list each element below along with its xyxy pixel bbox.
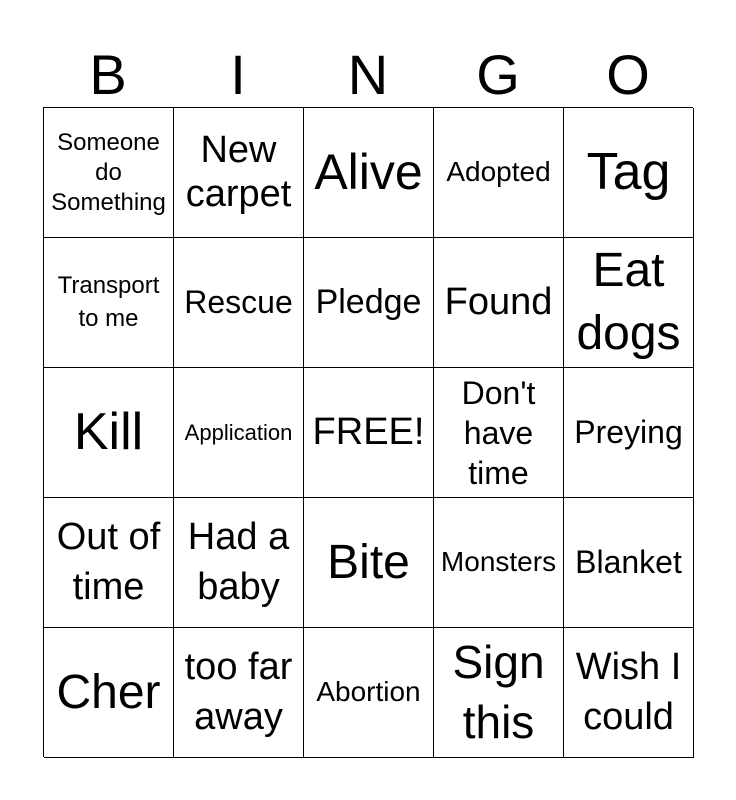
bingo-cell[interactable] xyxy=(44,628,174,758)
cell-label: Bite xyxy=(327,535,410,589)
header-letter-g: G xyxy=(476,43,520,106)
cell-label: Rescue xyxy=(184,284,293,321)
bingo-cell[interactable] xyxy=(44,238,174,368)
bingo-cell[interactable] xyxy=(44,498,174,628)
cell-label: Alive xyxy=(314,143,423,200)
cell-label: Adopted xyxy=(446,156,551,188)
cell-label: Application xyxy=(184,419,293,445)
bingo-cell[interactable] xyxy=(434,628,564,758)
cell-label: Sign this xyxy=(452,635,545,748)
cell-label: Someone do Something xyxy=(51,128,166,216)
cell-label: FREE! xyxy=(312,410,425,453)
bingo-cell[interactable] xyxy=(564,238,694,368)
cell-label: Found xyxy=(444,280,553,323)
cell-label: Pledge xyxy=(315,282,422,321)
cell-label: Don't have time xyxy=(461,374,536,491)
cell-label: Kill xyxy=(73,402,144,461)
bingo-cell[interactable] xyxy=(174,628,304,758)
header-letter-b: B xyxy=(89,43,127,106)
bingo-cell[interactable] xyxy=(174,498,304,628)
header-letter-o: O xyxy=(606,43,650,106)
bingo-cell[interactable] xyxy=(304,628,434,758)
cell-label: Blanket xyxy=(575,544,682,581)
bingo-cell[interactable] xyxy=(564,628,694,758)
cell-label: Tag xyxy=(586,142,671,201)
bingo-board xyxy=(43,107,693,757)
bingo-cell[interactable] xyxy=(564,368,694,498)
bingo-cell[interactable] xyxy=(434,108,564,238)
cell-label: Cher xyxy=(56,665,161,719)
cell-label: Out of time xyxy=(56,516,161,608)
bingo-cell[interactable] xyxy=(564,498,694,628)
bingo-cell[interactable] xyxy=(304,498,434,628)
cell-label: Abortion xyxy=(316,676,421,708)
bingo-cell[interactable] xyxy=(174,108,304,238)
bingo-cell[interactable] xyxy=(434,238,564,368)
cell-label: Had a baby xyxy=(187,516,290,608)
bingo-header xyxy=(43,42,693,108)
bingo-cell[interactable] xyxy=(174,238,304,368)
bingo-cell[interactable] xyxy=(44,368,174,498)
bingo-cell[interactable] xyxy=(174,368,304,498)
cell-label: Preying xyxy=(574,414,683,451)
bingo-cell[interactable] xyxy=(564,108,694,238)
cell-label: Eat dogs xyxy=(576,244,681,360)
cell-label: too far away xyxy=(184,646,293,738)
bingo-cell[interactable] xyxy=(304,108,434,238)
bingo-cell[interactable] xyxy=(44,108,174,238)
header-letter-i: I xyxy=(230,43,246,106)
cell-label: Wish I could xyxy=(575,646,682,738)
bingo-cell[interactable] xyxy=(304,368,434,498)
cell-label: Transport to me xyxy=(57,272,160,332)
cell-label: Monsters xyxy=(440,546,557,578)
bingo-cell[interactable] xyxy=(304,238,434,368)
header-letter-n: N xyxy=(347,43,389,106)
cell-label: New carpet xyxy=(185,128,292,215)
bingo-cell[interactable] xyxy=(434,498,564,628)
bingo-cell[interactable] xyxy=(434,368,564,498)
